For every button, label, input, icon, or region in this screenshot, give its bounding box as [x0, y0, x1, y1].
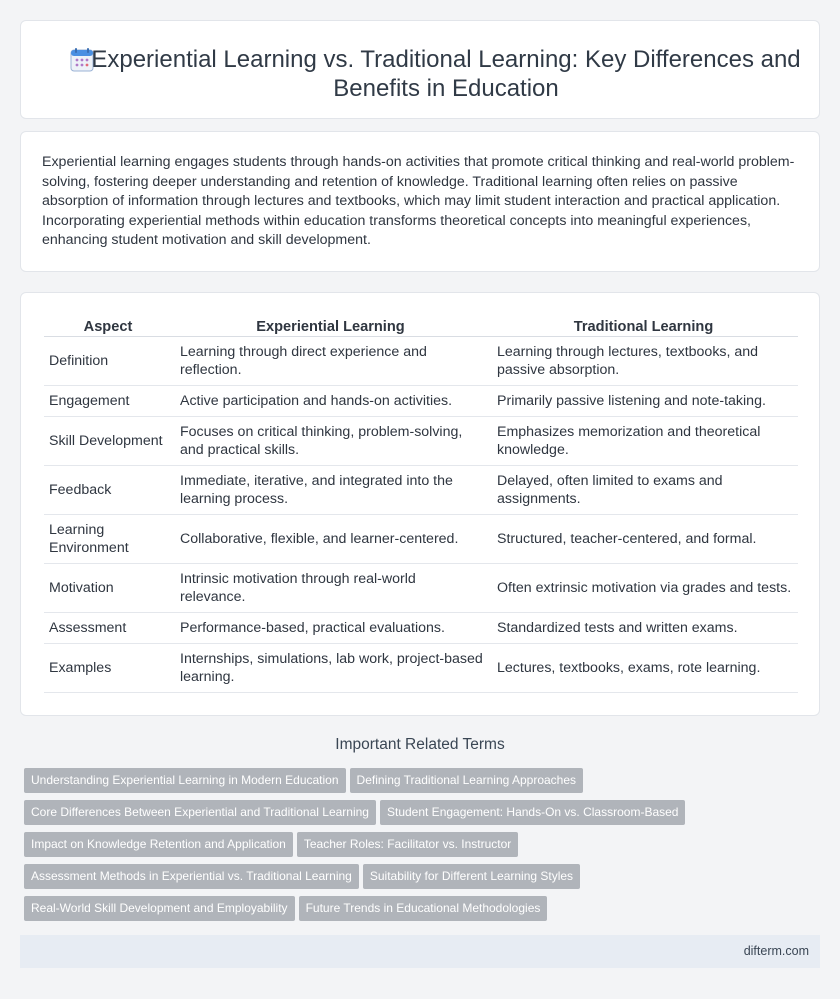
related-terms-title: Important Related Terms — [335, 736, 505, 753]
table-cell-experiential: Focuses on critical thinking, problem-solving, and practical skills. — [172, 417, 489, 466]
column-header-aspect: Aspect — [44, 317, 172, 337]
table-cell-aspect: Motivation — [44, 564, 172, 613]
related-term-tag[interactable]: Defining Traditional Learning Approaches — [350, 768, 583, 793]
table-cell-experiential: Performance-based, practical evaluations. — [172, 613, 489, 644]
related-term-tag[interactable]: Assessment Methods in Experiential vs. Traditional Learning — [24, 864, 359, 889]
intro-paragraph: Experiential learning engages students through hands-on activities that promote critical thinking and real-world problem-solving, fostering deeper understanding and retention of knowledge. Traditional learning often relies on passive absorption of information through lectures and textbooks, which may limit student interaction and practical application. Incorporating experiential methods within education transforms theoretical concepts into meaningful experiences, enhancing student motivation and skill development. — [42, 154, 795, 248]
table-row — [44, 515, 798, 564]
table-cell-aspect: Engagement — [44, 386, 172, 417]
table-cell-traditional: Standardized tests and written exams. — [489, 613, 798, 644]
related-term-tag[interactable]: Core Differences Between Experiential and Traditional Learning — [24, 800, 376, 825]
table-cell-experiential: Active participation and hands-on activities. — [172, 386, 489, 417]
related-term-tag[interactable]: Understanding Experiential Learning in Modern Education — [24, 768, 346, 793]
table-cell-traditional: Often extrinsic motivation via grades and tests. — [489, 564, 798, 613]
column-header-experiential: Experiential Learning — [172, 317, 489, 337]
related-terms-list — [24, 768, 824, 928]
related-term-tag[interactable]: Teacher Roles: Facilitator vs. Instructor — [297, 832, 518, 857]
table-cell-traditional: Learning through lectures, textbooks, and passive absorption. — [489, 337, 798, 386]
table-cell-aspect: Skill Development — [44, 417, 172, 466]
table-cell-aspect: Examples — [44, 644, 172, 693]
page-title: Experiential Learning vs. Traditional Learning: Key Differences and Benefits in Education — [91, 46, 801, 102]
header-card — [20, 20, 820, 119]
table-cell-experiential: Learning through direct experience and reflection. — [172, 337, 489, 386]
comparison-table-card — [20, 292, 820, 716]
footer — [20, 935, 820, 968]
table-cell-experiential: Immediate, iterative, and integrated into the learning process. — [172, 466, 489, 515]
related-term-tag[interactable]: Suitability for Different Learning Styles — [363, 864, 580, 889]
related-term-tag[interactable]: Future Trends in Educational Methodologies — [299, 896, 548, 921]
related-term-tag[interactable]: Real-World Skill Development and Employability — [24, 896, 295, 921]
intro-card — [20, 131, 820, 272]
related-term-tag[interactable]: Student Engagement: Hands-On vs. Classroom-Based — [380, 800, 685, 825]
table-cell-traditional: Delayed, often limited to exams and assignments. — [489, 466, 798, 515]
table-header-row — [44, 317, 798, 337]
table-cell-aspect: Assessment — [44, 613, 172, 644]
comparison-table — [44, 317, 798, 693]
related-term-tag[interactable]: Impact on Knowledge Retention and Application — [24, 832, 293, 857]
footer-site-link[interactable]: difterm.com — [743, 944, 809, 958]
table-cell-experiential: Intrinsic motivation through real-world relevance. — [172, 564, 489, 613]
table-cell-traditional: Emphasizes memorization and theoretical knowledge. — [489, 417, 798, 466]
table-row — [44, 337, 798, 386]
table-row — [44, 644, 798, 693]
column-header-traditional: Traditional Learning — [489, 317, 798, 337]
table-cell-experiential: Collaborative, flexible, and learner-centered. — [172, 515, 489, 564]
table-cell-traditional: Lectures, textbooks, exams, rote learning. — [489, 644, 798, 693]
table-cell-aspect: Definition — [44, 337, 172, 386]
table-cell-traditional: Primarily passive listening and note-taking. — [489, 386, 798, 417]
table-row — [44, 613, 798, 644]
table-cell-aspect: Feedback — [44, 466, 172, 515]
table-row — [44, 417, 798, 466]
table-row — [44, 564, 798, 613]
table-row — [44, 386, 798, 417]
table-cell-traditional: Structured, teacher-centered, and formal. — [489, 515, 798, 564]
table-cell-aspect: Learning Environment — [44, 515, 172, 564]
table-cell-experiential: Internships, simulations, lab work, project-based learning. — [172, 644, 489, 693]
table-row — [44, 466, 798, 515]
